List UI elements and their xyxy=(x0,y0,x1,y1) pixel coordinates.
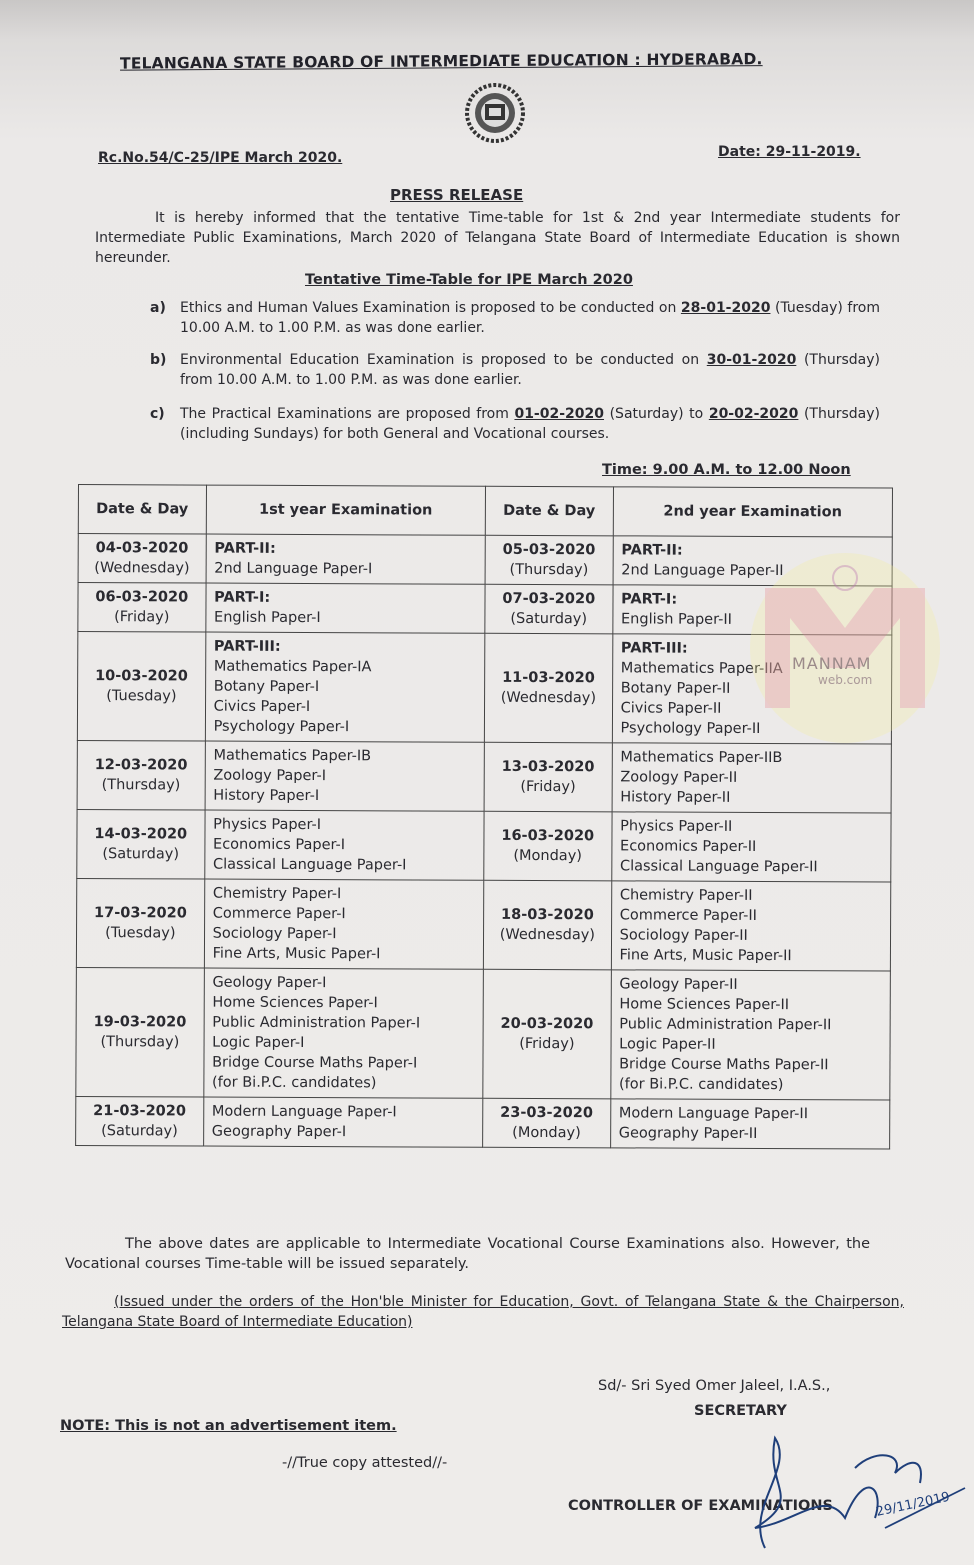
exam-subject: Geology Paper-I xyxy=(212,974,327,992)
column-header: 1st year Examination xyxy=(206,485,486,535)
exam-subject: Chemistry Paper-I xyxy=(212,885,342,903)
watermark-web: web.com xyxy=(818,673,873,687)
date-cell xyxy=(484,742,612,812)
exam-subject: English Paper-I xyxy=(214,609,321,627)
exam-subject: Geography Paper-I xyxy=(211,1123,347,1141)
signature-date: 29/11/2019 xyxy=(874,1489,952,1520)
exam-cell xyxy=(611,812,891,882)
column-header: 2nd year Examination xyxy=(613,487,893,537)
exam-cell xyxy=(205,632,485,742)
date-cell xyxy=(484,811,612,881)
date-cell xyxy=(78,534,206,584)
exam-day: (Wednesday) xyxy=(499,926,596,944)
exam-subject: (for Bi.P.C. candidates) xyxy=(618,1076,784,1094)
exam-cell xyxy=(610,1099,890,1149)
exam-cell xyxy=(206,534,486,584)
watermark-logo-icon xyxy=(740,548,950,748)
column-header: Date & Day xyxy=(485,486,613,536)
date-cell xyxy=(485,584,613,634)
vocational-note: The above dates are applicable to Intermediate Vocational Course Examinations also. However, the Vocational courses Time-table will be issued separately. xyxy=(65,1236,870,1272)
table-row xyxy=(77,809,891,882)
exam-day: (Saturday) xyxy=(510,610,588,628)
exam-subject: Public Administration Paper-II xyxy=(619,1016,832,1034)
exam-date: 10-03-2020 xyxy=(95,668,188,685)
exam-subject: Psychology Paper-I xyxy=(213,718,350,736)
exam-subject: Physics Paper-II xyxy=(620,818,733,835)
exam-subject: Mathematics Paper-IIA xyxy=(620,660,783,678)
exam-subject: Logic Paper-II xyxy=(619,1036,716,1053)
exam-subject: Zoology Paper-II xyxy=(620,769,738,786)
exam-part: PART-II: xyxy=(214,540,276,557)
exam-subject: Home Sciences Paper-II xyxy=(619,996,790,1014)
exam-date: 12-03-2020 xyxy=(94,757,188,774)
item-label: c) xyxy=(150,406,165,422)
exam-day: (Thursday) xyxy=(101,777,181,794)
exam-cell xyxy=(612,743,892,813)
exam-subject: Psychology Paper-II xyxy=(620,720,761,737)
true-copy-attested: -//True copy attested//- xyxy=(282,1455,448,1471)
exam-subject: Mathematics Paper-IB xyxy=(213,747,372,765)
exam-part: PART-I: xyxy=(214,589,271,606)
exam-subject: 2nd Language Paper-II xyxy=(621,562,784,580)
exam-day: (Saturday) xyxy=(102,846,180,863)
date-cell xyxy=(76,878,204,968)
exam-subject: Zoology Paper-I xyxy=(213,767,327,785)
exam-cell xyxy=(203,1097,483,1147)
exam-day: (Tuesday) xyxy=(106,688,177,705)
exam-day: (Friday) xyxy=(114,609,170,626)
exam-day: (Monday) xyxy=(512,1124,581,1142)
date-cell xyxy=(483,880,611,970)
exam-subject: English Paper-II xyxy=(621,611,732,628)
exam-date: 11-03-2020 xyxy=(502,669,595,687)
item-b: b) Environmental Education Examination is proposed to be conducted on 30-01-2020 (Thursday) from 10.00 A.M. to 1.00 P.M. as was done earlier. xyxy=(150,352,880,388)
exam-subject: Logic Paper-I xyxy=(212,1034,305,1051)
exam-part: PART-I: xyxy=(621,591,678,608)
exam-date: 17-03-2020 xyxy=(94,905,187,922)
exam-subject: History Paper-II xyxy=(620,789,731,806)
exam-day: (Wednesday) xyxy=(94,560,190,577)
exam-subject: Geography Paper-II xyxy=(618,1125,758,1142)
date-cell xyxy=(484,633,612,743)
table-row xyxy=(76,967,891,1100)
item-label: a) xyxy=(150,300,166,316)
exam-date: 19-03-2020 xyxy=(93,1014,187,1031)
exam-date: 14-03-2020 xyxy=(94,826,188,843)
press-release-heading: PRESS RELEASE xyxy=(390,186,524,204)
watermark-name: MANNAM xyxy=(792,654,872,673)
item-date: 01-02-2020 xyxy=(514,406,605,422)
exam-day: (Tuesday) xyxy=(105,925,176,942)
exam-date: 05-03-2020 xyxy=(502,541,596,559)
exam-part: PART-II: xyxy=(621,542,683,559)
exam-date: 04-03-2020 xyxy=(95,540,189,557)
exam-subject: Bridge Course Maths Paper-II xyxy=(619,1056,829,1074)
item-date: 20-02-2020 xyxy=(708,406,799,422)
exam-date: 16-03-2020 xyxy=(501,827,595,845)
exam-date: 20-03-2020 xyxy=(500,1015,594,1033)
exam-subject: Fine Arts, Music Paper-II xyxy=(619,947,792,965)
exam-subject: Commerce Paper-I xyxy=(212,905,346,923)
board-title: TELANGANA STATE BOARD OF INTERMEDIATE EDUCATION : HYDERABAD. xyxy=(119,50,763,73)
date-cell xyxy=(76,967,204,1097)
exam-subject: Commerce Paper-II xyxy=(619,907,758,924)
exam-subject: Geology Paper-II xyxy=(619,976,738,993)
date-cell xyxy=(483,1098,611,1148)
item-date: 28-01-2020 xyxy=(680,300,771,316)
issued-note: (Issued under the orders of the Hon'ble Minister for Education, Govt. of Telangana State & the Chairperson, Telangana State Board of Intermediate Education) xyxy=(62,1294,904,1330)
exam-cell xyxy=(611,881,891,971)
exam-cell xyxy=(205,583,485,633)
column-header: Date & Day xyxy=(78,485,206,535)
intro-paragraph: It is hereby informed that the tentative Time-table for 1st & 2nd year Intermediate students for Intermediate Public Examinations, March 2020 of Telangana State Board of Intermediate Education is shown hereunder. xyxy=(95,210,900,266)
table-row xyxy=(77,740,891,813)
date-cell xyxy=(77,809,205,879)
signature-icon xyxy=(735,1428,974,1558)
date-cell xyxy=(76,1096,204,1146)
exam-date: 21-03-2020 xyxy=(93,1103,186,1120)
board-emblem-icon xyxy=(460,82,530,144)
exam-subject: Mathematics Paper-IA xyxy=(213,658,372,676)
controller-of-examinations: CONTROLLER OF EXAMINATIONS xyxy=(568,1498,833,1514)
exam-subject: Chemistry Paper-II xyxy=(619,887,753,904)
exam-day: (Monday) xyxy=(513,847,582,865)
exam-subject: History Paper-I xyxy=(213,787,320,805)
exam-date: 06-03-2020 xyxy=(95,589,189,606)
date-cell xyxy=(77,740,205,810)
item-label: b) xyxy=(150,352,167,368)
exam-cell xyxy=(204,879,484,969)
exam-time: Time: 9.00 A.M. to 12.00 Noon xyxy=(602,462,851,478)
item-a: a) Ethics and Human Values Examination is proposed to be conducted on 28-01-2020 (Tuesday) from 10.00 A.M. to 1.00 P.M. as was done earlier. xyxy=(150,300,880,336)
exam-subject: Sociology Paper-II xyxy=(619,927,748,944)
exam-part: PART-III: xyxy=(620,640,688,657)
exam-subject: Economics Paper-II xyxy=(620,838,757,855)
exam-subject: Classical Language Paper-I xyxy=(212,856,407,874)
exam-subject: Classical Language Paper-II xyxy=(619,858,818,876)
date-cell xyxy=(483,969,611,1099)
exam-date: 13-03-2020 xyxy=(501,758,595,776)
exam-date: 07-03-2020 xyxy=(502,590,596,608)
exam-subject: (for Bi.P.C. candidates) xyxy=(211,1074,377,1092)
exam-subject: Civics Paper-I xyxy=(213,698,311,716)
exam-date: 23-03-2020 xyxy=(500,1104,593,1122)
exam-subject: Bridge Course Maths Paper-I xyxy=(212,1054,418,1072)
exam-cell xyxy=(205,741,485,811)
exam-date: 18-03-2020 xyxy=(501,906,594,924)
exam-subject: Physics Paper-I xyxy=(213,816,322,834)
signatory-designation: SECRETARY xyxy=(694,1403,787,1419)
exam-subject: Public Administration Paper-I xyxy=(212,1014,421,1032)
timetable-title: Tentative Time-Table for IPE March 2020 xyxy=(305,272,633,288)
exam-subject: Mathematics Paper-IIB xyxy=(620,749,783,767)
exam-subject: Economics Paper-I xyxy=(213,836,346,854)
exam-day: (Friday) xyxy=(520,778,576,796)
exam-subject: Modern Language Paper-I xyxy=(211,1103,397,1121)
release-date: Date: 29-11-2019. xyxy=(718,144,861,160)
date-cell xyxy=(485,535,613,585)
date-cell xyxy=(78,583,206,633)
exam-day: (Saturday) xyxy=(101,1123,178,1140)
item-date: 30-01-2020 xyxy=(706,352,797,368)
exam-day: (Thursday) xyxy=(100,1034,180,1051)
table-row xyxy=(76,878,890,971)
exam-subject: Fine Arts, Music Paper-I xyxy=(212,945,381,963)
exam-subject: Botany Paper-II xyxy=(620,680,731,697)
item-c: c) The Practical Examinations are proposed from 01-02-2020 (Saturday) to 20-02-2020 (Thursday) (including Sundays) for both General and Vocational courses. xyxy=(150,406,880,442)
exam-day: (Wednesday) xyxy=(500,689,597,707)
exam-cell xyxy=(204,810,484,880)
table-header-row xyxy=(78,485,892,538)
exam-day: (Friday) xyxy=(519,1035,575,1053)
reference-number: Rc.No.54/C-25/IPE March 2020. xyxy=(98,150,343,166)
date-cell xyxy=(77,632,205,742)
advertisement-note: NOTE: This is not an advertisement item. xyxy=(60,1418,397,1434)
exam-cell xyxy=(610,970,890,1100)
exam-subject: Modern Language Paper-II xyxy=(618,1105,809,1123)
table-row xyxy=(76,1096,890,1149)
exam-subject: Botany Paper-I xyxy=(213,678,320,696)
exam-cell xyxy=(203,968,483,1098)
signatory-name: Sd/- Sri Syed Omer Jaleel, I.A.S., xyxy=(598,1378,831,1394)
exam-day: (Thursday) xyxy=(509,561,589,579)
exam-part: PART-III: xyxy=(213,638,281,655)
exam-subject: Sociology Paper-I xyxy=(212,925,337,943)
exam-subject: Home Sciences Paper-I xyxy=(212,994,378,1012)
exam-subject: Civics Paper-II xyxy=(620,700,722,717)
exam-subject: 2nd Language Paper-I xyxy=(214,560,373,578)
